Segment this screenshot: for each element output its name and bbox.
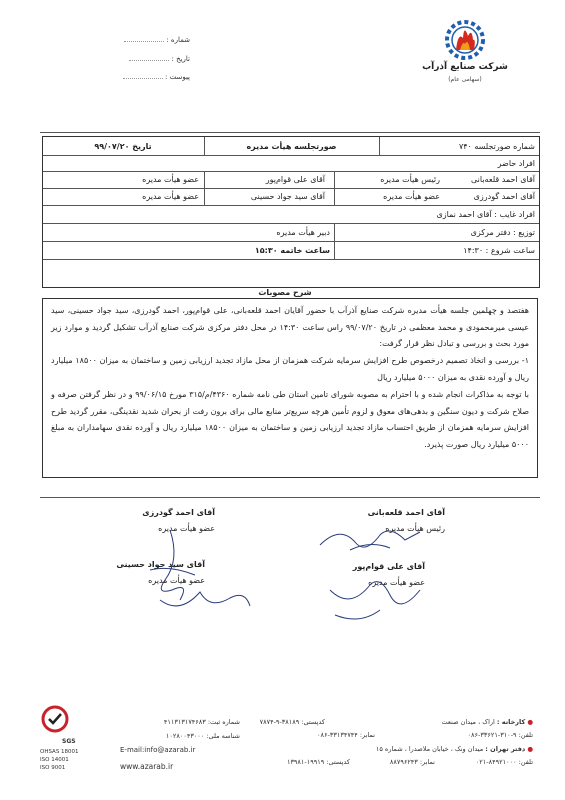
- factory-tel: تلفن: ۹-۳۱۰-۳۳۶۲۱-۰۸۶: [467, 731, 533, 739]
- absent-members: افراد غایب : آقای احمد نمازی: [436, 209, 535, 219]
- distribution: توزیع : دفتر مرکزی: [470, 227, 535, 237]
- member-name: آقای علی قوام‌پور: [265, 175, 325, 184]
- office-fax: نمابر: ۸۸۷۹۶۲۴۳: [389, 758, 435, 766]
- number-field: شماره :: [120, 36, 190, 44]
- minutes-heading: شرح مصوبات: [258, 288, 312, 297]
- sgs-certification-icon: [40, 704, 70, 734]
- signature-role-4: عضو هیأت مدیره: [148, 576, 205, 585]
- distribution-row: [43, 223, 539, 242]
- signature-name-3: آقای علی قوام‌پور: [352, 562, 425, 571]
- member-role: عضو هیأت مدیره: [383, 192, 440, 201]
- end-time: ساعت خاتمه ۱۵:۳۰: [254, 245, 330, 255]
- session-date: تاریخ ۹۹/۰۷/۲۰: [94, 141, 152, 151]
- present-row-2: [43, 188, 539, 206]
- minutes-body: [42, 298, 538, 478]
- start-time: ساعت شروع : ۱۴:۳۰: [463, 245, 535, 255]
- member-role: عضو هیأت مدیره: [142, 192, 199, 201]
- secretary: دبیر هیأت مدیره: [276, 227, 330, 237]
- factory-address: ● کارخانه : اراک ، میدان صنعت: [441, 718, 533, 726]
- present-row-1: [43, 171, 539, 189]
- signature-role-1: رئیس هیأت مدیره: [385, 524, 445, 533]
- header-divider: [40, 132, 540, 133]
- company-logo: [430, 10, 500, 60]
- member-name: آقای سید جواد حسینی: [250, 192, 325, 201]
- signature-divider: [40, 497, 540, 498]
- signature-scrawl-4: [150, 580, 260, 620]
- minutes-para-3: با توجه به مذاکرات انجام شده و با احترام به مصوبه شورای تامین استان طی نامه شماره ۴۳۶۰/م/۳۱۵ مورخ ۹۹/۰۶/۱۵ و در نظر گرفتن صرفه و صلاح شرکت و دیون سنگین و بدهی‌های معوق و لزوم تأمین هرچه سریع‌تر منابع مالی برای برون رفت از بحران شدید نقدینگی، مقرر گردید طرح افزایش سرمایه همزمان از طریق احتساب مازاد تجدید ارزیابی زمین و ساختمان به میزان ۱۸۵۰۰ میلیارد ریال و آورده نقدی سهامداران به مبلغ ۵۰۰۰ میلیارد ریال صورت پذیرد.: [51, 390, 529, 449]
- website[interactable]: www.azarab.ir: [120, 762, 174, 771]
- company-name: شرکت صنایع آذرآب: [422, 62, 508, 72]
- factory-fax: نمابر: ۳۳۱۳۴۷۴۴-۰۸۶: [317, 731, 375, 739]
- member-role: عضو هیأت مدیره: [142, 175, 199, 184]
- minutes-para-2: ۱- بررسی و اتخاذ تصمیم درخصوص طرح افزایش سرمایه شرکت همزمان از محل مازاد تجدید ارزیابی زمین و ساختمان به میزان ۱۸۵۰۰ میلیارد ریال و آورده نقدی به میزان ۵۰۰۰ میلیارد ریال: [51, 356, 529, 382]
- session-number: شماره صورتجلسه ۷۴۰: [458, 141, 535, 151]
- minutes-title-cell: صورتجلسه هیأت مدیره: [246, 141, 337, 151]
- date-field: تاریخ :: [120, 55, 190, 63]
- member-name: آقای احمد گودرزی: [473, 192, 535, 201]
- registration-number: شماره ثبت: ۴۱۱۳۱۳۱۷۴۶۸۳: [163, 718, 240, 726]
- signature-scrawl-1: [310, 520, 430, 560]
- office-tel: تلفن: ۸۴۹۲۱۰۰۰-۰۲۱: [475, 758, 533, 766]
- signature-name-2: آقای احمد گودرزی: [142, 508, 215, 517]
- member-role: رئیس هیأت مدیره: [380, 175, 440, 184]
- signature-role-3: عضو هیأت مدیره: [368, 578, 425, 587]
- minutes-para-1: هفتصد و چهلمین جلسه هیأت مدیره شرکت صنایع آذرآب با حضور آقایان احمد قلعه‌بانی، علی قوام‌پور، احمد گودرزی، سید جواد حسینی، سید عیسی میرمحمودی و محمد معظمی در تاریخ ۹۹/۰۷/۲۰ راس ساعت ۱۴:۳۰ در محل دفتر مرکزی شرکت صنایع آذرآب تشکیل گردید و موارد زیر مورد بحث و بررسی و تبادل نظر قرار گرفت:: [51, 306, 530, 348]
- signature-scrawl-3: [310, 570, 440, 630]
- signature-name-1: آقای احمد قلعه‌بانی: [367, 508, 445, 517]
- national-id: شناسه ملی: ۱۰۲۸۰۰۴۳۰۰۰: [165, 732, 240, 740]
- tehran-office: ● دفتر تهران : میدان ونک ، خیابان ملاصدرا ، شماره ۱۵: [375, 745, 533, 753]
- signature-name-4: آقای سید جواد حسینی: [116, 560, 205, 569]
- sgs-label: SGS: [62, 738, 76, 745]
- factory-postal: کدپستی: ۳۸۱۸۹-۹-۷۸۷۴: [259, 718, 325, 726]
- signature-role-2: عضو هیأت مدیره: [158, 524, 215, 533]
- minutes-table: [42, 136, 540, 288]
- present-label: افراد حاضر: [497, 158, 535, 168]
- present-label-row: [43, 155, 539, 172]
- member-name: آقای احمد قلعه‌بانی: [470, 175, 535, 184]
- office-postal: کدپستی: ۱۹۹۱۹-۱۳۹۸۱: [286, 758, 350, 766]
- certifications: OHSAS 18001 ISO 14001 ISO 9001: [40, 749, 79, 771]
- title-row: [43, 137, 539, 156]
- company-sub: (سهامی عام): [448, 76, 482, 83]
- email[interactable]: E-mail:info@azarab.ir: [120, 746, 196, 754]
- absent-row: [43, 205, 539, 224]
- time-row: [43, 241, 539, 260]
- attachment-field: پیوست :: [120, 73, 190, 81]
